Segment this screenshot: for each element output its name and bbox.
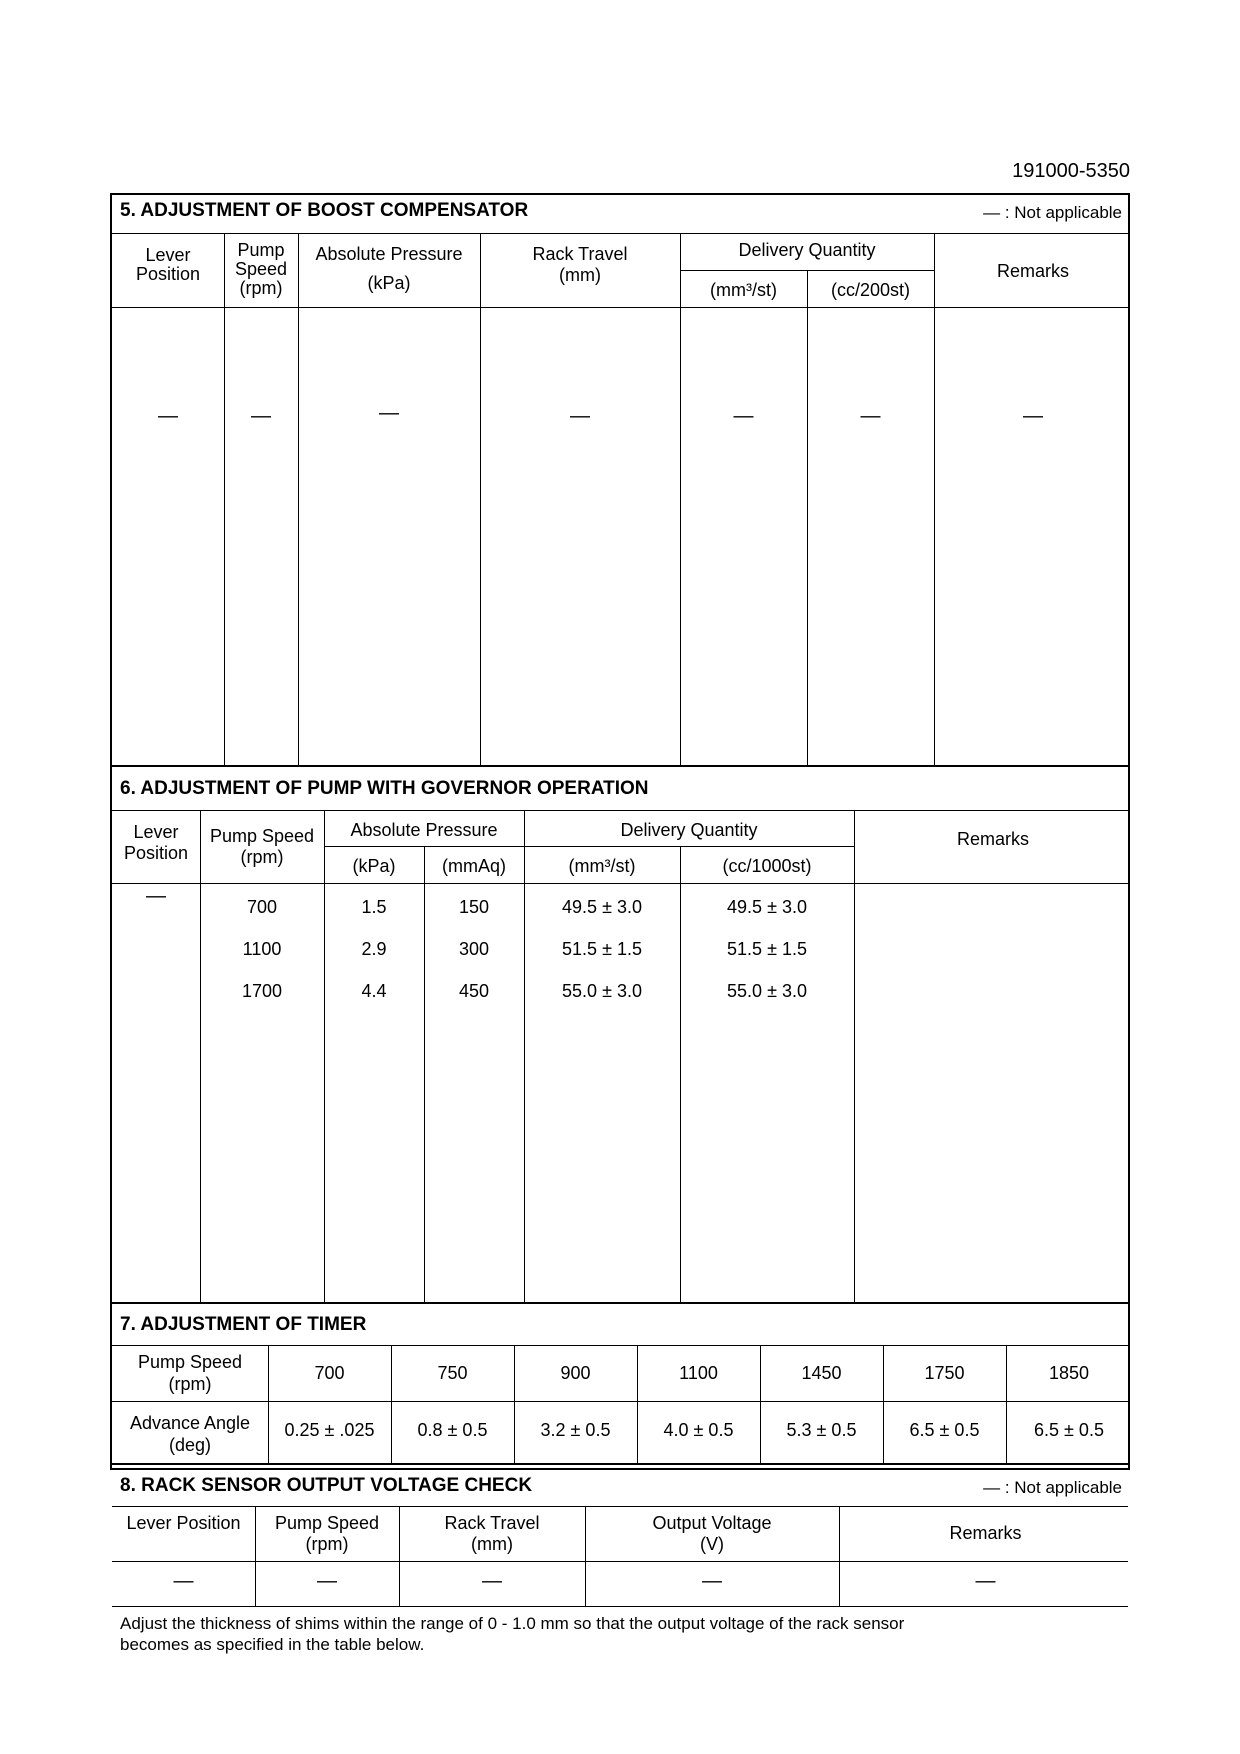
s6-header-cc: (cc/1000st) <box>722 856 812 876</box>
s5-header-mm3: (mm³/st) <box>710 280 777 300</box>
section-8-divider <box>112 1463 1128 1465</box>
s6-header-pump: (rpm) <box>240 847 284 867</box>
s8-header-pump: Pump Speed <box>274 1513 380 1533</box>
section-6-title-rule <box>112 810 1128 811</box>
section-5-col-rule <box>934 233 935 765</box>
s5-header-pump: Speed <box>234 259 288 279</box>
s6-cell-mm3: 55.0 ± 3.0 <box>562 981 642 1001</box>
s7-speed-cell: 1850 <box>1048 1363 1090 1383</box>
section-6-col-rule <box>324 810 325 1302</box>
section-6-col-rule <box>854 810 855 1302</box>
s8-header-rack: (mm) <box>471 1534 513 1554</box>
section-5-col-rule <box>480 233 481 765</box>
section-6-col-rule <box>200 810 201 1302</box>
s6-header-mmaq: (mmAq) <box>442 856 506 876</box>
s7-speed-cell: 1450 <box>801 1363 842 1383</box>
s6-cell-mmaq: 300 <box>458 939 490 959</box>
s6-header-lever: Position <box>123 843 189 863</box>
s6-cell-speed: 1100 <box>242 939 282 959</box>
s5-header-pump: Pump <box>237 240 285 260</box>
s7-header-speed: Pump Speed <box>137 1352 243 1372</box>
section-6-divider <box>112 765 1128 767</box>
document-number: 191000-5350 <box>1012 160 1130 182</box>
section-5-col-rule <box>298 233 299 765</box>
s6-cell-cc: 51.5 ± 1.5 <box>727 939 807 959</box>
s6-cell-mm3: 49.5 ± 3.0 <box>562 897 642 917</box>
s5-cell-rack: — <box>570 405 590 427</box>
section-6-subheader-rule <box>324 846 854 847</box>
section-5-col-rule <box>224 233 225 765</box>
s6-header-pump: Pump Speed <box>209 826 315 846</box>
s5-header-remarks: Remarks <box>996 261 1069 281</box>
section-8-not-applicable-legend: — : Not applicable <box>983 1478 1122 1497</box>
s7-speed-cell: 700 <box>314 1363 345 1383</box>
s5-cell-pump: — <box>251 405 271 427</box>
section-6-col-rule <box>524 810 525 1302</box>
s5-header-rack-travel: (mm) <box>559 265 601 285</box>
s6-cell-mm3: 51.5 ± 1.5 <box>562 939 642 959</box>
section-8-row-rule <box>112 1606 1128 1607</box>
s7-speed-cell: 1100 <box>679 1363 718 1383</box>
section-8-header-rule <box>112 1561 1128 1562</box>
s5-header-lever: Position <box>135 264 201 284</box>
s7-speed-cell: 900 <box>560 1363 591 1383</box>
s6-header-abs-pressure: Absolute Pressure <box>350 820 498 840</box>
s6-header-remarks: Remarks <box>956 829 1029 849</box>
s8-header-pump: (rpm) <box>305 1534 349 1554</box>
s8-header-remarks: Remarks <box>949 1523 1022 1543</box>
section-5-col-rule <box>807 270 808 765</box>
s7-angle-cell: 6.5 ± 0.5 <box>909 1420 980 1440</box>
s5-cell-abs: — <box>379 402 399 424</box>
s7-angle-cell: 3.2 ± 0.5 <box>540 1420 611 1440</box>
s8-header-voltage: Output Voltage <box>652 1513 772 1533</box>
s5-header-cc: (cc/200st) <box>830 280 911 300</box>
section-6-header-rule <box>112 883 1128 884</box>
s7-angle-cell: 4.0 ± 0.5 <box>663 1420 734 1440</box>
s7-speed-cell: 1750 <box>924 1363 965 1383</box>
section-7-title: 7. ADJUSTMENT OF TIMER <box>120 1314 367 1335</box>
section-5-title: 5. ADJUSTMENT OF BOOST COMPENSATOR <box>120 200 529 221</box>
section-7-title-rule <box>112 1345 1128 1346</box>
s6-cell-cc: 49.5 ± 3.0 <box>727 897 807 917</box>
s8-cell-lever: — <box>173 1570 194 1592</box>
section-5-title-rule <box>112 233 1128 234</box>
s5-header-lever: Lever <box>145 245 191 265</box>
s6-header-lever: Lever <box>133 822 179 842</box>
s7-header-speed: (rpm) <box>168 1374 212 1394</box>
s8-header-rack: Rack Travel <box>444 1513 540 1533</box>
s8-note-line: Adjust the thickness of shims within the range of 0 - 1.0 mm so that the output voltage of the rack sensor <box>120 1614 905 1633</box>
s8-cell-remarks: — <box>975 1570 996 1592</box>
s7-angle-cell: 6.5 ± 0.5 <box>1034 1420 1104 1440</box>
s6-cell-lever: — <box>146 885 166 907</box>
s6-cell-cc: 55.0 ± 3.0 <box>727 981 807 1001</box>
s8-cell-pump: — <box>317 1570 337 1592</box>
s8-cell-voltage: — <box>702 1570 722 1592</box>
s7-angle-cell: 0.8 ± 0.5 <box>417 1420 488 1440</box>
specification-sheet <box>110 193 1130 1654</box>
section-8-title-rule <box>112 1506 1128 1507</box>
s6-header-kpa: (kPa) <box>352 856 396 876</box>
s5-cell-remarks: — <box>1023 405 1043 427</box>
s5-header-rack-travel: Rack Travel <box>532 244 628 264</box>
section-7-row-rule <box>112 1401 1128 1402</box>
s5-header-abs-pressure: (kPa) <box>367 273 411 293</box>
s8-header-voltage: (V) <box>700 1534 724 1554</box>
s6-cell-kpa: 2.9 <box>361 939 387 959</box>
s6-cell-mmaq: 450 <box>458 981 490 1001</box>
s8-header-lever: Lever Position <box>126 1513 241 1533</box>
s7-angle-cell: 0.25 ± .025 <box>284 1420 375 1440</box>
section-8-title: 8. RACK SENSOR OUTPUT VOLTAGE CHECK <box>120 1475 533 1496</box>
s7-header-angle: (deg) <box>168 1435 212 1455</box>
s6-cell-kpa: 4.4 <box>361 981 387 1001</box>
section-5-col-rule <box>680 233 681 765</box>
s6-cell-kpa: 1.5 <box>361 897 387 917</box>
s5-header-delivery: Delivery Quantity <box>738 240 876 260</box>
s6-cell-mmaq: 150 <box>458 897 490 917</box>
s7-header-angle: Advance Angle <box>129 1413 251 1433</box>
s6-header-mm3: (mm³/st) <box>568 856 636 876</box>
s7-angle-cell: 5.3 ± 0.5 <box>786 1420 857 1440</box>
section-6-title: 6. ADJUSTMENT OF PUMP WITH GOVERNOR OPERATION <box>120 778 649 799</box>
s8-note-line: becomes as specified in the table below. <box>120 1635 425 1654</box>
s5-cell-lever: — <box>158 405 178 427</box>
section-7-divider <box>112 1302 1128 1304</box>
s5-cell-cc: — <box>860 405 881 427</box>
s6-cell-speed: 700 <box>246 897 278 917</box>
section-5-header-rule <box>112 307 1128 308</box>
s6-header-delivery: Delivery Quantity <box>620 820 758 840</box>
section-5-not-applicable-legend: — : Not applicable <box>983 203 1122 222</box>
s5-header-pump: (rpm) <box>239 278 283 298</box>
s6-cell-speed: 1700 <box>241 981 283 1001</box>
s8-cell-rack: — <box>482 1570 502 1592</box>
s5-cell-mm3: — <box>733 405 754 427</box>
s5-header-abs-pressure: Absolute Pressure <box>315 244 463 264</box>
s7-speed-cell: 750 <box>437 1363 468 1383</box>
